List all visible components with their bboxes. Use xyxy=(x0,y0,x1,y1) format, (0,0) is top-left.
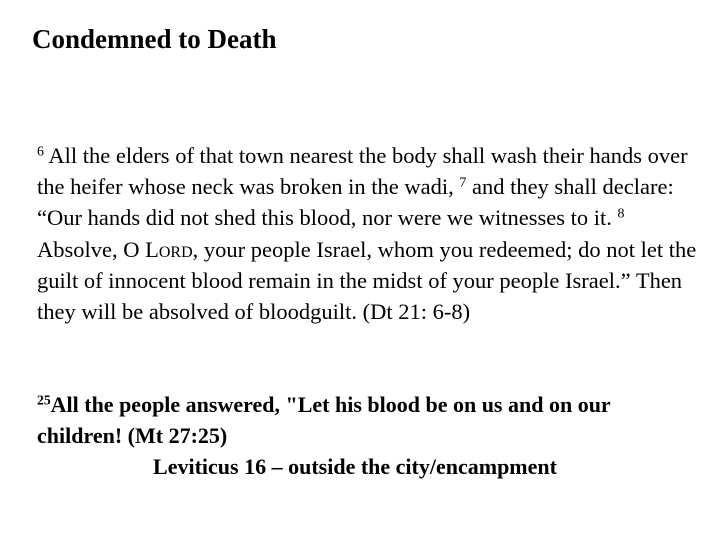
verse-number-8: 8 xyxy=(617,206,625,222)
verse-6-text: All the elders of that town nearest the body shall wash their hands over the heifer whose neck was broken in the wadi, xyxy=(37,143,688,200)
slide-title: Condemned to Death xyxy=(32,24,277,54)
leviticus-caption: Leviticus 16 – outside the city/encampment xyxy=(153,454,557,479)
verse-8-text-start: Absolve, O xyxy=(37,236,146,262)
verse-7-text: and they shall declare: “Our hands did not shed this blood, nor were we witnesses to it. xyxy=(37,174,674,231)
verse-number-25: 25 xyxy=(37,392,51,408)
verse-8-text-end: , your people Israel, whom you redeemed; do not let the guilt of innocent blood remain in the midst of your people Israel.” Then they will be absolved of bloodguilt. (Dt 21: 6-8) xyxy=(37,236,697,325)
verse-number-7: 7 xyxy=(459,175,467,191)
verse-number-6: 6 xyxy=(37,144,44,160)
matthew-passage xyxy=(37,389,697,451)
lord-small-caps: Lord xyxy=(145,236,193,262)
verse-25-text: All the people answered, "Let his blood be on us and on our children! (Mt 27:25) xyxy=(37,392,611,448)
deuteronomy-passage xyxy=(37,140,697,327)
